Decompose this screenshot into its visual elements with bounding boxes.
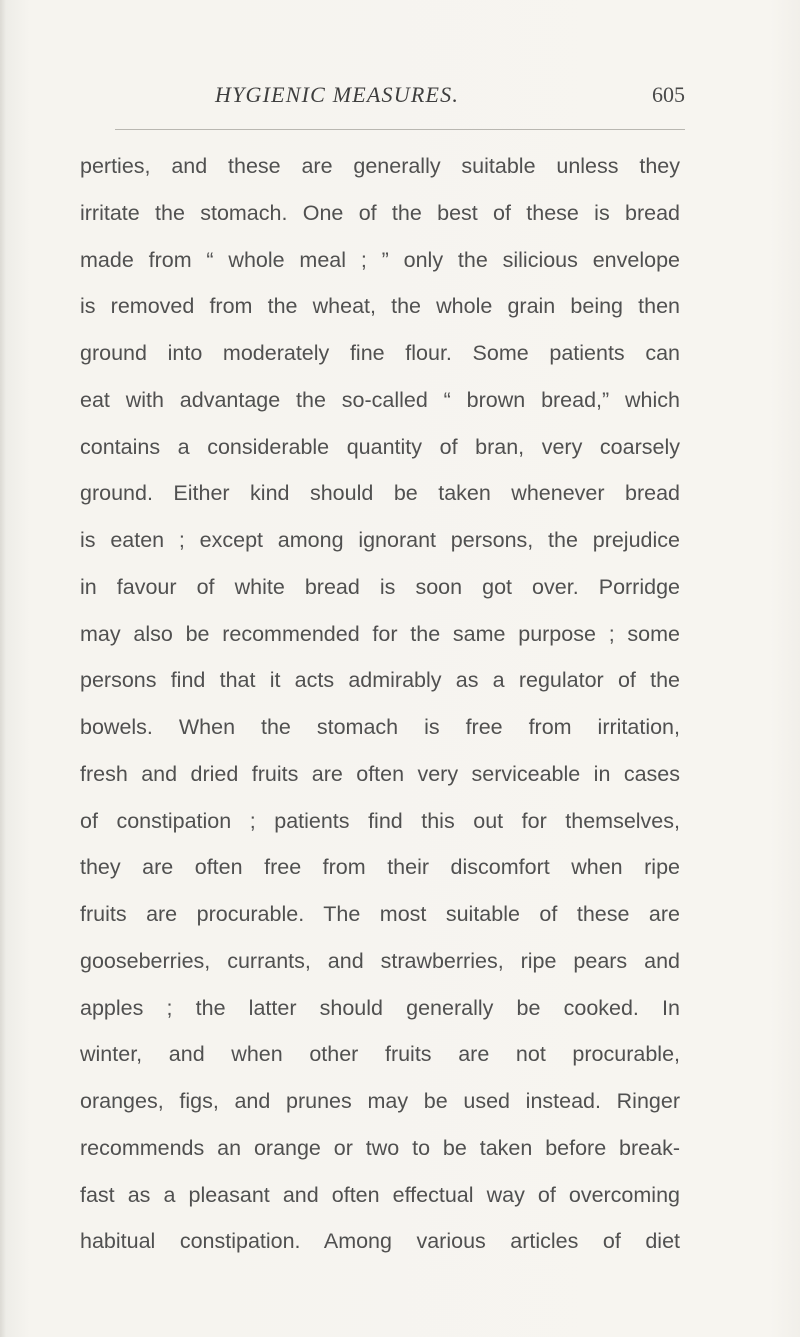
text-line: is eaten ; except among ignorant persons, the prejudice <box>80 528 680 552</box>
running-head <box>0 74 800 114</box>
text-line: habitual constipation. Among various articles of diet <box>80 1229 680 1254</box>
text-line: apples ; the latter should generally be cooked. In <box>80 995 680 1020</box>
text-line: ground into moderately fine flour. Some patients can <box>80 341 680 365</box>
text-line: contains a considerable quantity of bran, very coarsely <box>80 434 680 459</box>
text-line: irritate the stomach. One of the best of these is bread <box>80 200 680 225</box>
text-line: gooseberries, currants, and strawberries, ripe pears and <box>80 948 680 973</box>
text-line: may also be recommended for the same purpose ; some <box>80 621 680 646</box>
text-line: bowels. When the stomach is free from irritation, <box>80 715 680 739</box>
text-line: they are often free from their discomfort when ripe <box>80 855 680 880</box>
header-rule <box>115 129 685 130</box>
text-line: persons find that it acts admirably as a regulator of the <box>80 668 680 693</box>
body-text <box>80 143 680 1265</box>
text-line: eat with advantage the so-called “ brown bread,” which <box>80 387 680 412</box>
text-line: of constipation ; patients find this out for themselves, <box>80 808 680 833</box>
text-line: fresh and dried fruits are often very serviceable in cases <box>80 761 680 786</box>
text-line: fast as a pleasant and often effectual way of overcoming <box>80 1182 680 1207</box>
page-gutter-shadow <box>0 0 6 1337</box>
text-line: is removed from the wheat, the whole grain being then <box>80 294 680 319</box>
page-number: 605 <box>652 82 685 107</box>
running-title: HYGIENIC MEASURES. <box>215 82 460 107</box>
text-line: fruits are procurable. The most suitable of these are <box>80 902 680 926</box>
text-line: in favour of white bread is soon got over. Porridge <box>80 574 680 599</box>
text-line: winter, and when other fruits are not procurable, <box>80 1042 680 1067</box>
text-line: oranges, figs, and prunes may be used instead. Ringer <box>80 1089 680 1113</box>
text-line: perties, and these are generally suitable unless they <box>80 154 680 178</box>
text-line: recommends an orange or two to be taken before break- <box>80 1135 680 1160</box>
text-line: ground. Either kind should be taken whenever bread <box>80 481 680 506</box>
text-line: made from “ whole meal ; ” only the silicious envelope <box>80 247 680 272</box>
